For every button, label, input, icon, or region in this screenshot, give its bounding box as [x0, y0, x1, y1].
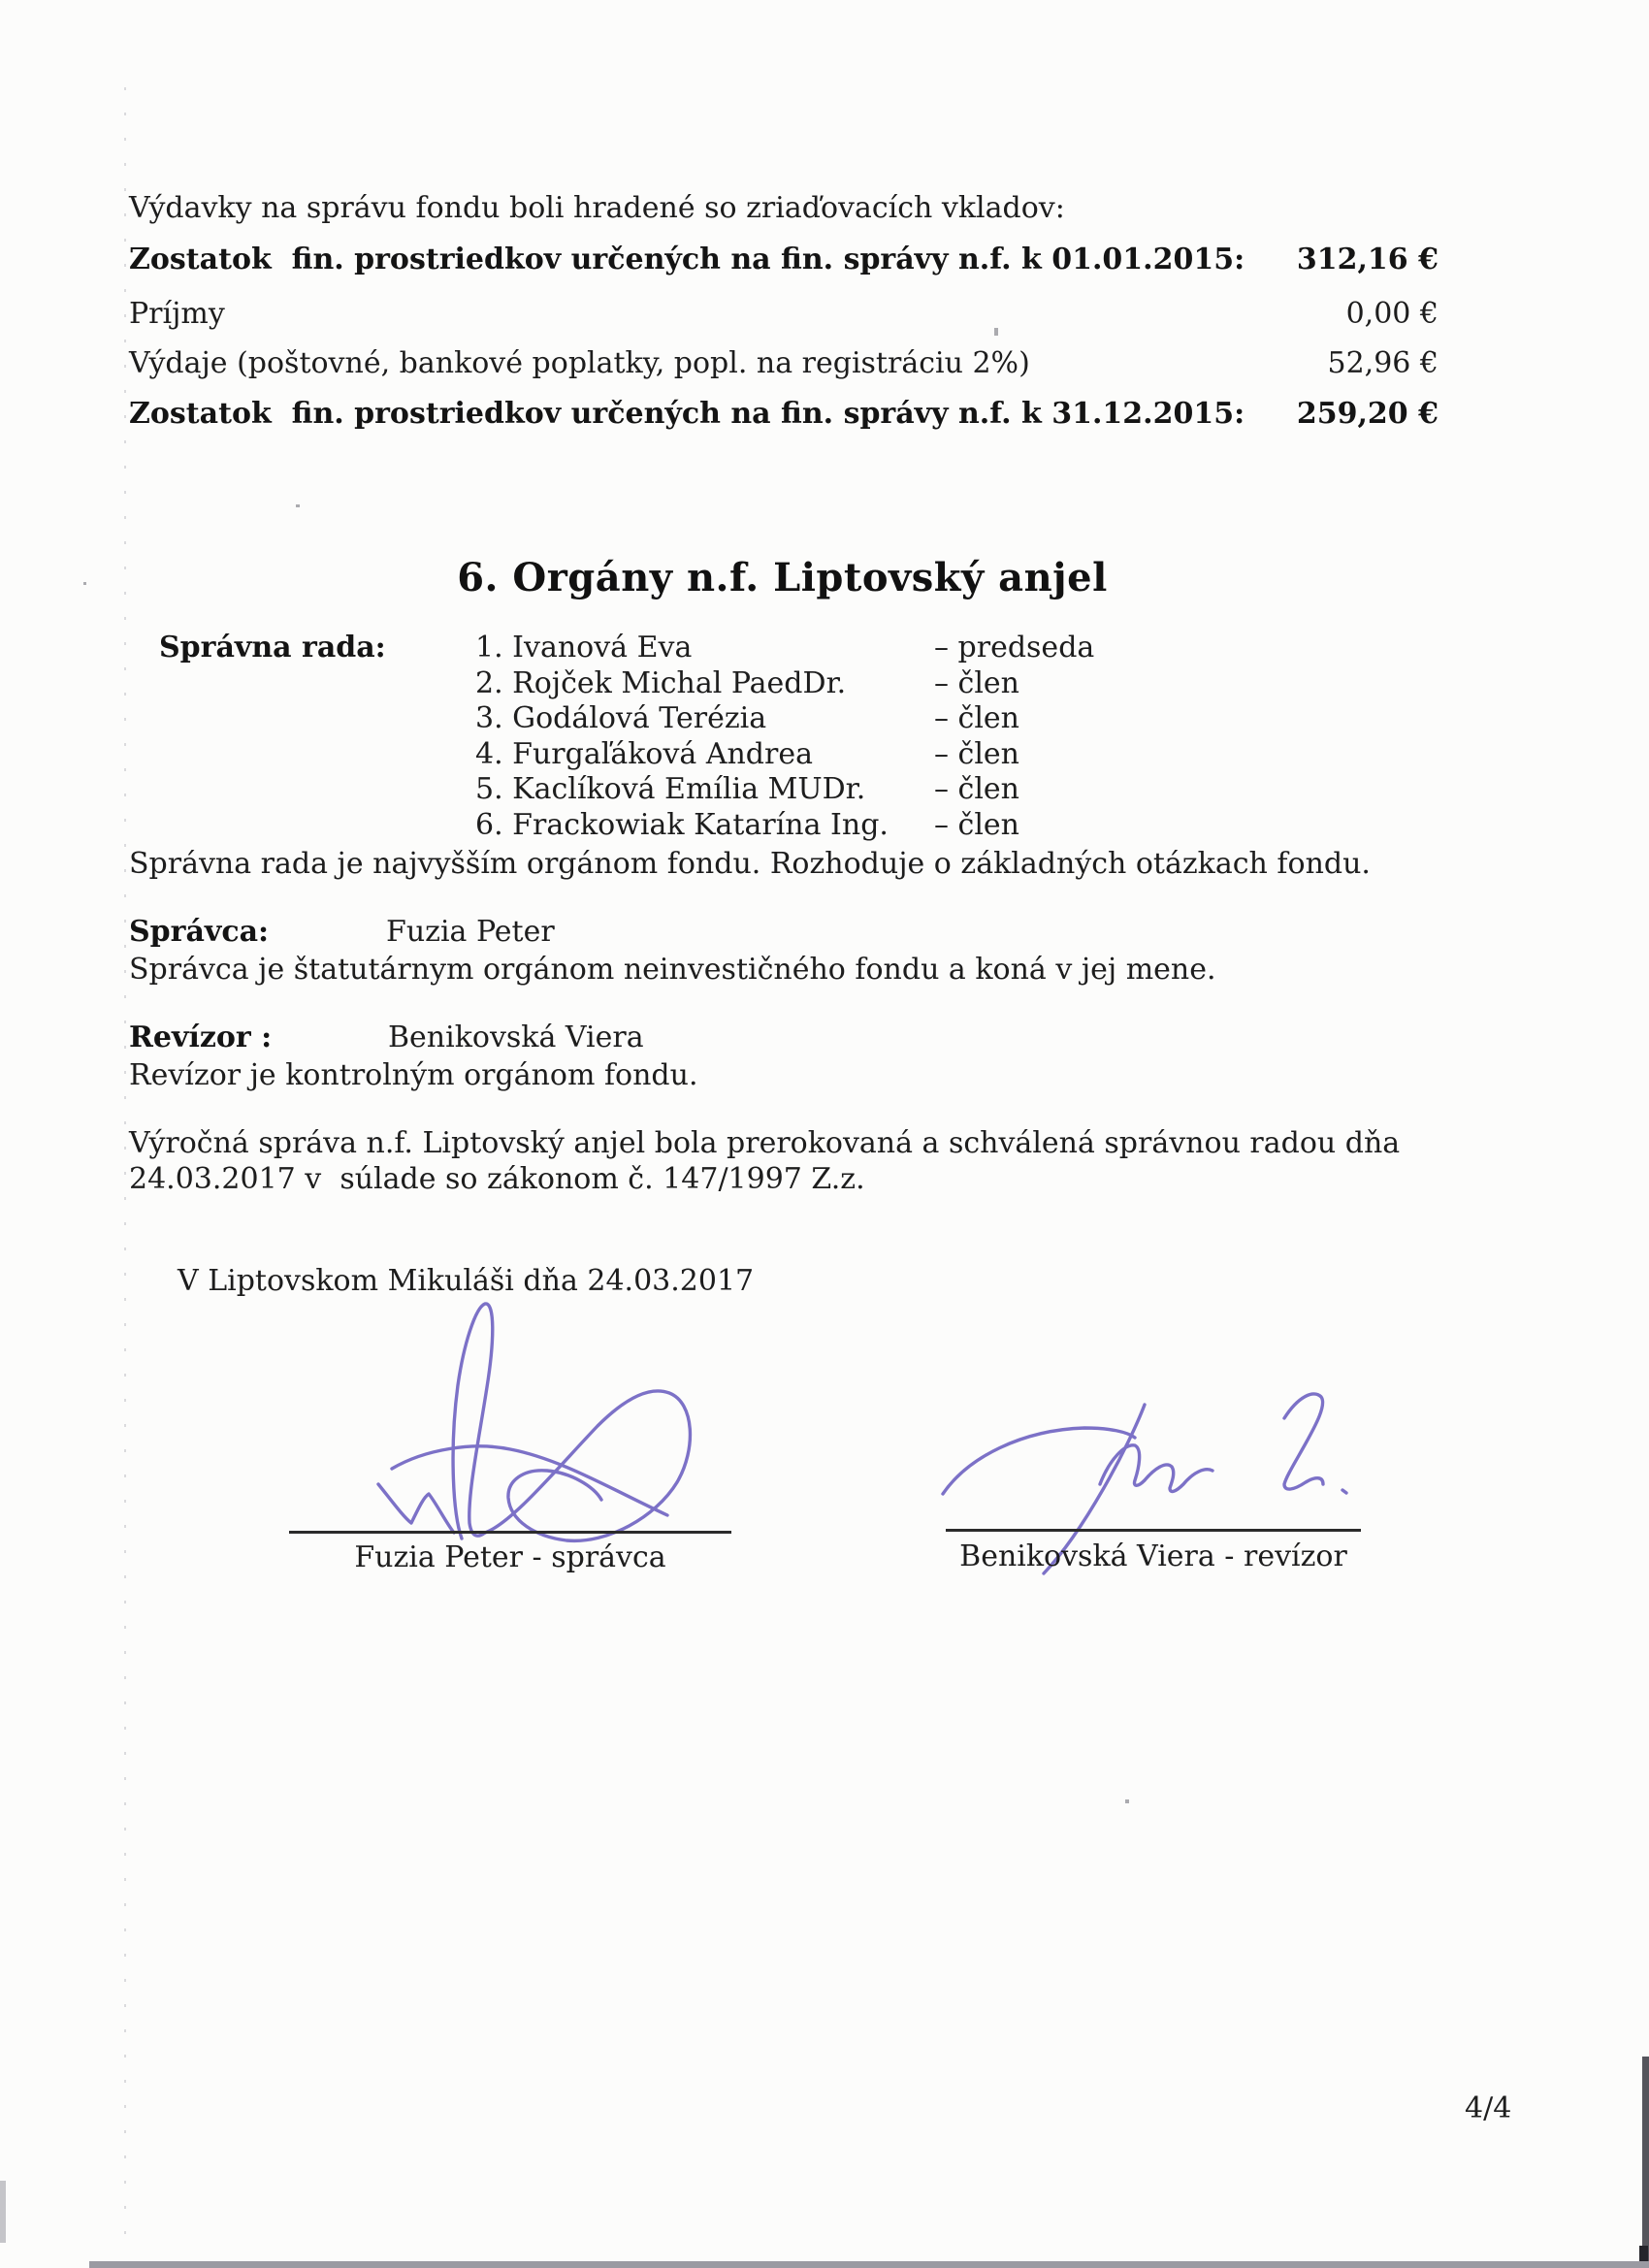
member-name: 1. Ivanová Eva [475, 631, 693, 664]
finance-row-income [129, 297, 1439, 331]
page-number: 4/4 [1465, 2091, 1512, 2125]
approval-paragraph-line1: Výročná správa n.f. Liptovský anjel bola prerokovaná a schválená správnou radou dňa [129, 1126, 1401, 1160]
board-member-row [475, 737, 1154, 773]
finance-label: Výdaje (poštovné, bankové poplatky, popl. na registráciu 2%) [129, 346, 1030, 380]
member-name: 2. Rojček Michal PaedDr. [475, 665, 847, 700]
finance-label: Zostatok fin. prostriedkov určených na fin. správy n.f. k 31.12.2015: [129, 397, 1245, 431]
finance-value: 312,16 € [1296, 243, 1439, 276]
finance-row-closing-balance [129, 397, 1439, 431]
section-heading: 6. Orgány n.f. Liptovský anjel [457, 555, 1108, 600]
approval-paragraph-line2: 24.03.2017 v súlade so zákonom č. 147/1997 Z.z. [129, 1162, 865, 1196]
board-member-row [475, 666, 1154, 702]
member-role: – predseda [934, 631, 1095, 664]
finance-row-opening-balance [129, 243, 1439, 276]
member-role: – člen [934, 736, 1020, 771]
administrator-label: Správca: [129, 915, 270, 949]
auditor-label: Revízor : [129, 1021, 273, 1054]
scan-edge-artifact-bottom [89, 2261, 1649, 2268]
member-name: 6. Frackowiak Katarína Ing. [475, 807, 889, 842]
administrator-note: Správca je štatutárnym orgánom neinvestičného fondu a koná v jej mene. [129, 953, 1216, 987]
scan-speck [83, 582, 86, 585]
board-member-row [475, 631, 1154, 666]
auditor-note: Revízor je kontrolným orgánom fondu. [129, 1058, 698, 1092]
auditor-name: Benikovská Viera [388, 1021, 644, 1054]
scan-speck [296, 504, 300, 507]
signature-caption-auditor: Benikovská Viera - revízor [959, 1539, 1347, 1573]
finance-label: Zostatok fin. prostriedkov určených na fin. správy n.f. k 01.01.2015: [129, 243, 1245, 276]
member-role: – člen [934, 807, 1020, 842]
member-name: 4. Furgaľáková Andrea [475, 736, 813, 771]
signature-caption-administrator: Fuzia Peter - správca [354, 1540, 666, 1574]
finance-row-expenses [129, 346, 1439, 380]
finance-label: Príjmy [129, 297, 225, 331]
member-name: 3. Godálová Terézia [475, 701, 767, 735]
member-name: 5. Kaclíková Emília MUDr. [475, 772, 866, 806]
member-role: – člen [934, 665, 1020, 700]
board-member-row [475, 701, 1154, 737]
signature-ink-administrator [357, 1279, 716, 1560]
member-role: – člen [934, 772, 1020, 806]
intro-line: Výdavky na správu fondu boli hradené so zriaďovacích vkladov: [129, 191, 1065, 225]
signature-line-auditor [946, 1529, 1361, 1532]
finance-value: 259,20 € [1296, 397, 1439, 431]
signature-line-administrator [289, 1531, 731, 1534]
scan-speck [1125, 1799, 1129, 1803]
board-label: Správna rada: [159, 631, 386, 664]
board-member-row [475, 808, 1154, 844]
board-note: Správna rada je najvyšším orgánom fondu. Rozhoduje o základných otázkach fondu. [129, 847, 1371, 881]
place-date-line: V Liptovskom Mikuláši dňa 24.03.2017 [178, 1264, 755, 1298]
finance-value: 0,00 € [1345, 297, 1439, 331]
scan-edge-artifact-right [1642, 2057, 1649, 2268]
board-member-list [475, 631, 1154, 843]
member-role: – člen [934, 701, 1020, 735]
administrator-name: Fuzia Peter [386, 915, 555, 949]
scan-edge-artifact-left [0, 2181, 6, 2243]
board-member-row [475, 772, 1154, 808]
scan-fold-artifact [124, 87, 126, 2236]
finance-value: 52,96 € [1327, 346, 1439, 380]
